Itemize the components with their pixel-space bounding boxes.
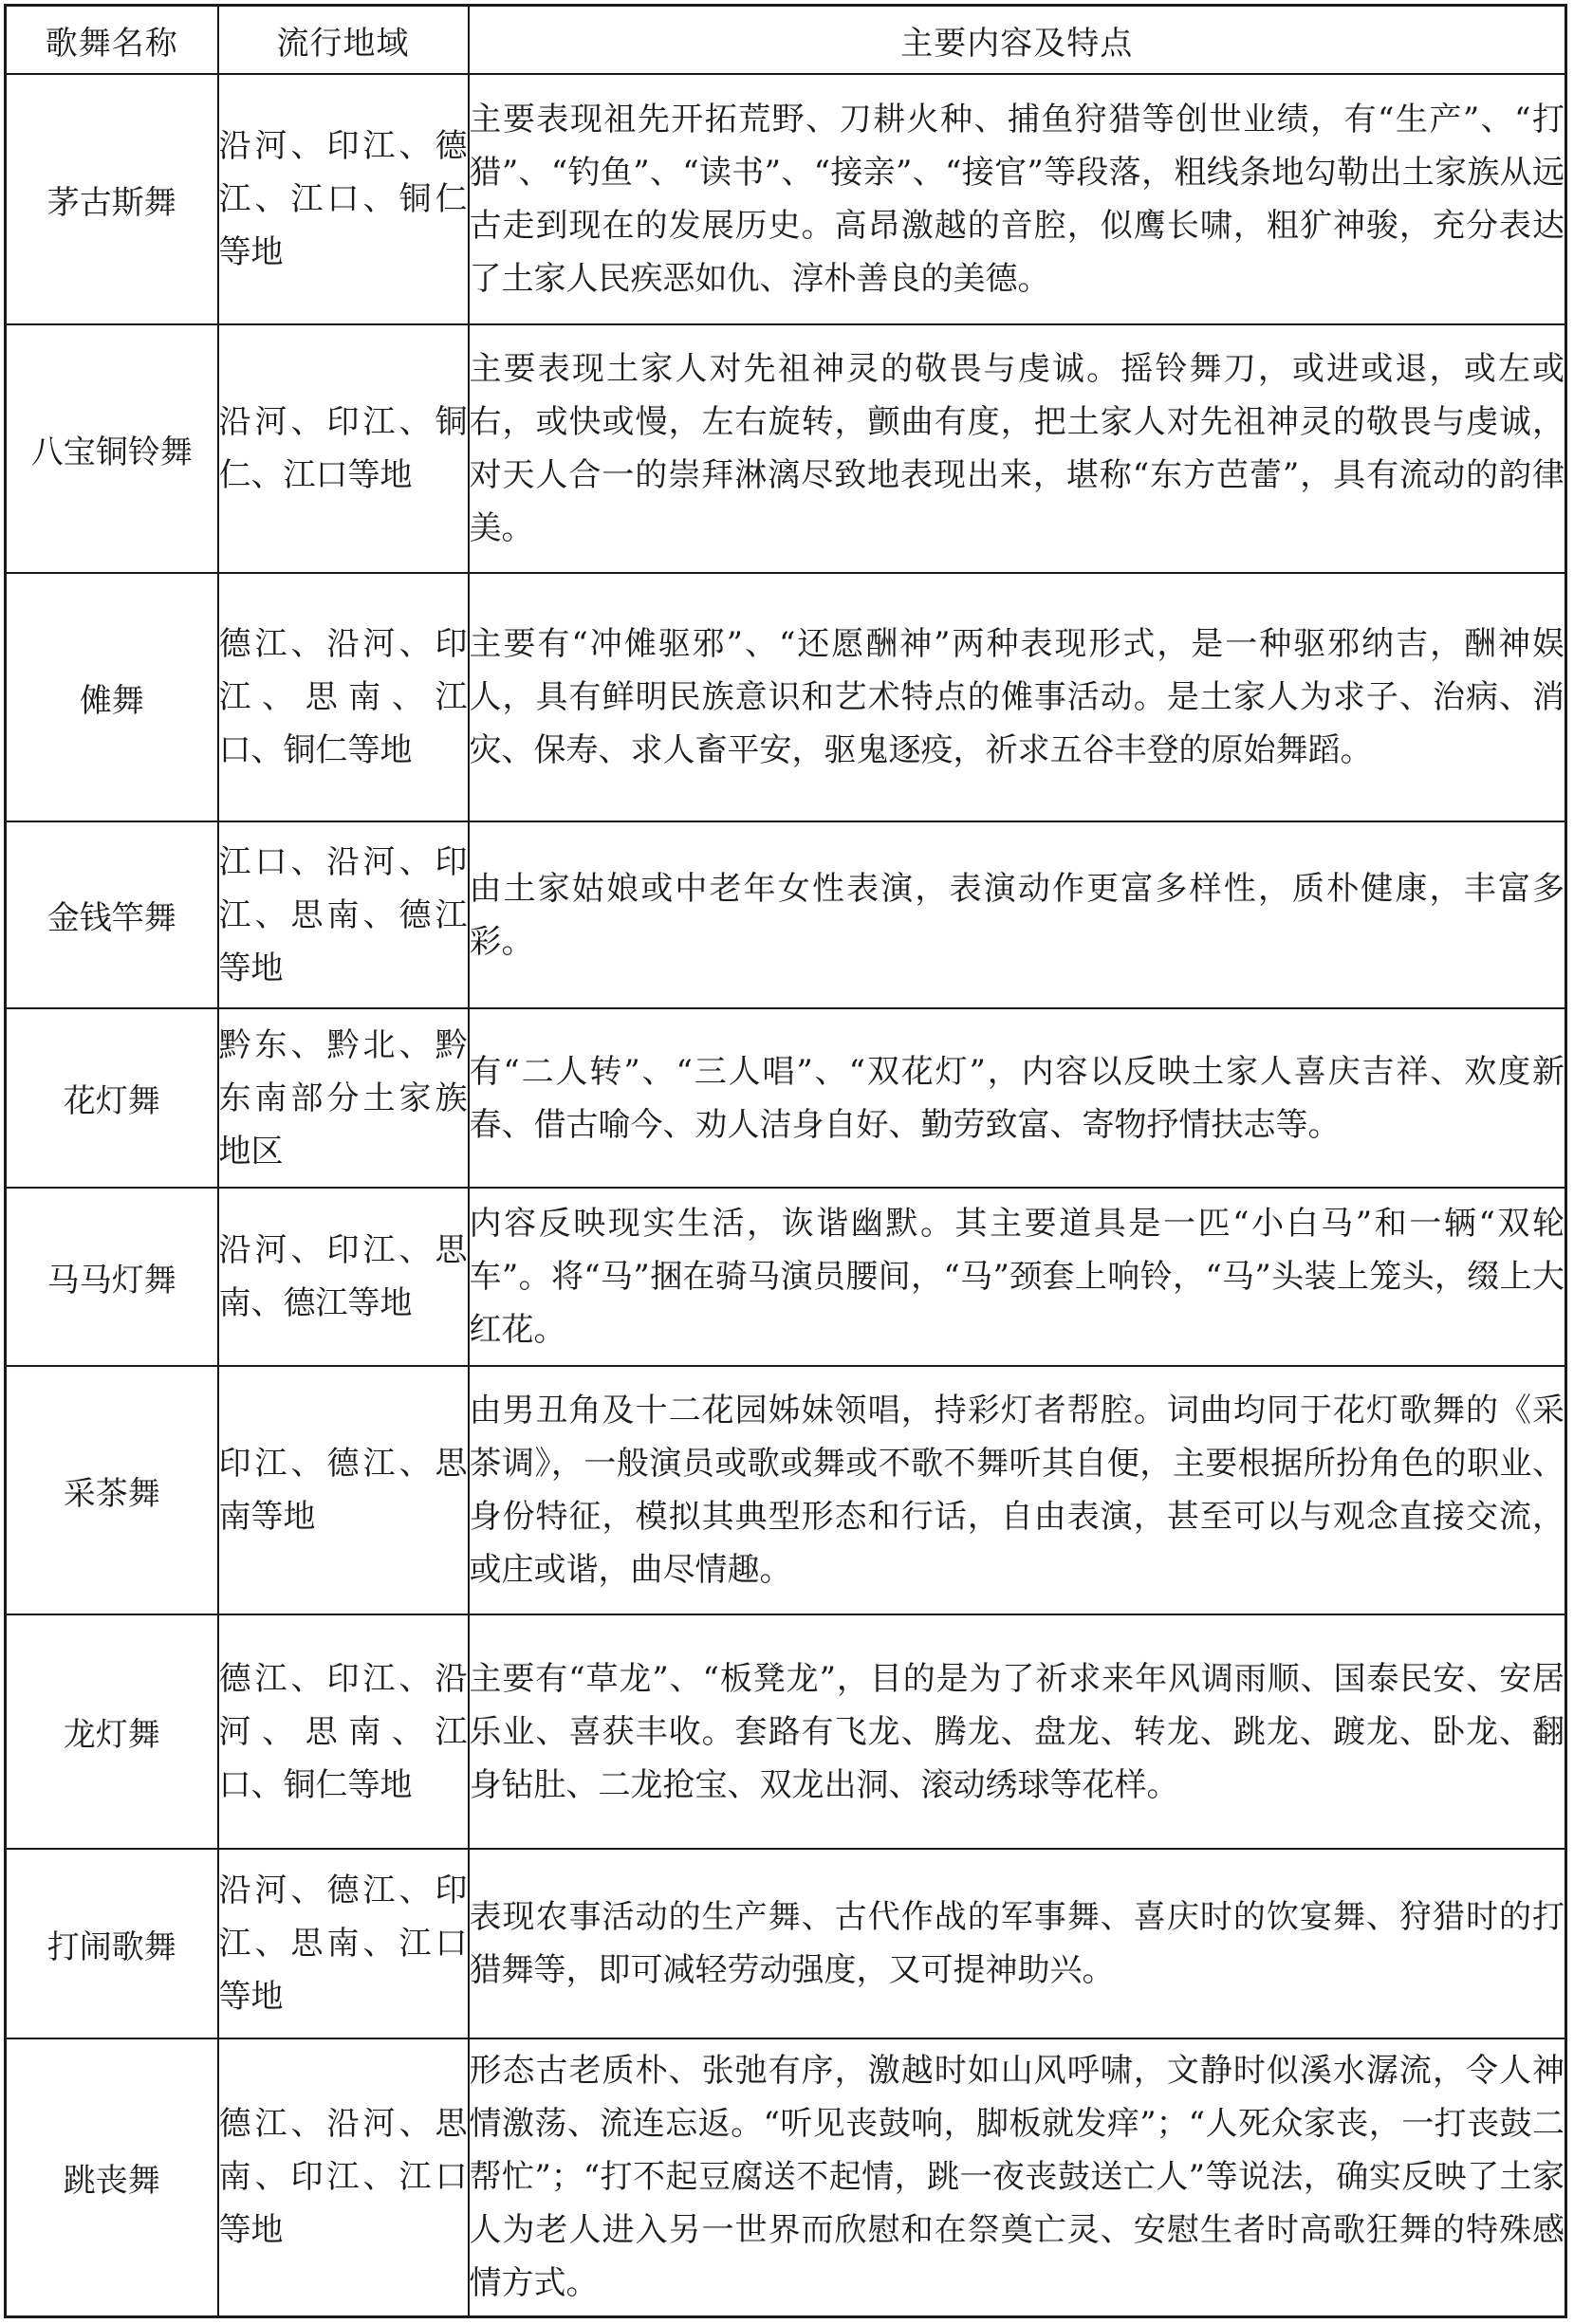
header-region: 流行地域 bbox=[218, 6, 469, 75]
feature-cell: 由土家姑娘或中老年女性表演，表演动作更富多样性，质朴健康，丰富多彩。 bbox=[469, 821, 1566, 1008]
table-row bbox=[6, 1188, 1566, 1366]
feature-cell: 内容反映现实生活，诙谐幽默。其主要道具是一匹“小白马”和一辆“双轮车”。将“马”捆在骑马演员腰间，“马”颈套上响铃，“马”头装上笼头，缀上大红花。 bbox=[469, 1188, 1566, 1366]
table-row bbox=[6, 74, 1566, 324]
region-cell: 沿河、德江、印江、思南、江口等地 bbox=[218, 1849, 469, 2038]
feature-cell: 有“二人转”、“三人唱”、“双花灯”，内容以反映土家人喜庆吉祥、欢度新春、借古喻今、劝人洁身自好、勤劳致富、寄物抒情扶志等。 bbox=[469, 1008, 1566, 1188]
region-cell: 德江、沿河、印江、思南、江口、铜仁等地 bbox=[218, 573, 469, 821]
table-row bbox=[6, 1008, 1566, 1188]
feature-cell: 表现农事活动的生产舞、古代作战的军事舞、喜庆时的饮宴舞、狩猎时的打猎舞等，即可减轻劳动强度，又可提神助兴。 bbox=[469, 1849, 1566, 2038]
region-cell: 德江、沿河、思南、印江、江口等地 bbox=[218, 2038, 469, 2316]
dance-name-cell: 采茶舞 bbox=[6, 1366, 218, 1614]
region-cell: 黔东、黔北、黔东南部分土家族地区 bbox=[218, 1008, 469, 1188]
dance-name-cell: 八宝铜铃舞 bbox=[6, 324, 218, 573]
table-row bbox=[6, 1614, 1566, 1849]
dance-name-cell: 跳丧舞 bbox=[6, 2038, 218, 2316]
feature-cell: 主要有“草龙”、“板凳龙”，目的是为了祈求来年风调雨顺、国泰民安、安居乐业、喜获丰收。套路有飞龙、腾龙、盘龙、转龙、跳龙、踱龙、卧龙、翻身钻肚、二龙抢宝、双龙出洞、滚动绣球等花样。 bbox=[469, 1614, 1566, 1849]
feature-cell: 形态古老质朴、张弛有序，激越时如山风呼啸，文静时似溪水潺流，令人神情激荡、流连忘返。“听见丧鼓响，脚板就发痒”；“人死众家丧，一打丧鼓二帮忙”；“打不起豆腐送不起情，跳一夜丧鼓送亡人”等说法，确实反映了土家人为老人进入另一世界而欣慰和在祭奠亡灵、安慰生者时高歌狂舞的特殊感情方式。 bbox=[469, 2038, 1566, 2316]
dance-name-cell: 马马灯舞 bbox=[6, 1188, 218, 1366]
dance-name-cell: 傩舞 bbox=[6, 573, 218, 821]
region-cell: 江口、沿河、印江、思南、德江等地 bbox=[218, 821, 469, 1008]
dance-name-cell: 龙灯舞 bbox=[6, 1614, 218, 1849]
dance-name-cell: 打闹歌舞 bbox=[6, 1849, 218, 2038]
dance-name-cell: 金钱竿舞 bbox=[6, 821, 218, 1008]
region-cell: 沿河、印江、德江、江口、铜仁等地 bbox=[218, 74, 469, 324]
feature-cell: 主要有“冲傩驱邪”、“还愿酬神”两种表现形式，是一种驱邪纳吉，酬神娱人，具有鲜明民族意识和艺术特点的傩事活动。是土家人为求子、治病、消灾、保寿、求人畜平安，驱鬼逐疫，祈求五谷丰登的原始舞蹈。 bbox=[469, 573, 1566, 821]
dance-table bbox=[4, 4, 1567, 2318]
table-row bbox=[6, 1849, 1566, 2038]
table-row bbox=[6, 324, 1566, 573]
region-cell: 印江、德江、思南等地 bbox=[218, 1366, 469, 1614]
feature-cell: 主要表现祖先开拓荒野、刀耕火种、捕鱼狩猎等创世业绩，有“生产”、“打猎”、“钓鱼”、“读书”、“接亲”、“接官”等段落，粗线条地勾勒出土家族从远古走到现在的发展历史。高昂激越的音腔，似鹰长啸，粗犷神骏，充分表达了土家人民疾恶如仇、淳朴善良的美德。 bbox=[469, 74, 1566, 324]
header-row bbox=[6, 6, 1566, 75]
table-row bbox=[6, 821, 1566, 1008]
table-row bbox=[6, 1366, 1566, 1614]
region-cell: 德江、印江、沿河、思南、江口、铜仁等地 bbox=[218, 1614, 469, 1849]
dance-name-cell: 花灯舞 bbox=[6, 1008, 218, 1188]
header-feature: 主要内容及特点 bbox=[469, 6, 1566, 75]
region-cell: 沿河、印江、思南、德江等地 bbox=[218, 1188, 469, 1366]
table-row bbox=[6, 573, 1566, 821]
feature-cell: 主要表现土家人对先祖神灵的敬畏与虔诚。摇铃舞刀，或进或退，或左或右，或快或慢，左右旋转，颤曲有度，把土家人对先祖神灵的敬畏与虔诚，对天人合一的崇拜淋漓尽致地表现出来，堪称“东方芭蕾”，具有流动的韵律美。 bbox=[469, 324, 1566, 573]
table-row bbox=[6, 2038, 1566, 2316]
feature-cell: 由男丑角及十二花园姊妹领唱，持彩灯者帮腔。词曲均同于花灯歌舞的《采茶调》，一般演员或歌或舞或不歌不舞听其自便，主要根据所扮角色的职业、身份特征，模拟其典型形态和行话，自由表演，甚至可以与观念直接交流，或庄或谐，曲尽情趣。 bbox=[469, 1366, 1566, 1614]
header-dance-name: 歌舞名称 bbox=[6, 6, 218, 75]
region-cell: 沿河、印江、铜仁、江口等地 bbox=[218, 324, 469, 573]
dance-name-cell: 茅古斯舞 bbox=[6, 74, 218, 324]
